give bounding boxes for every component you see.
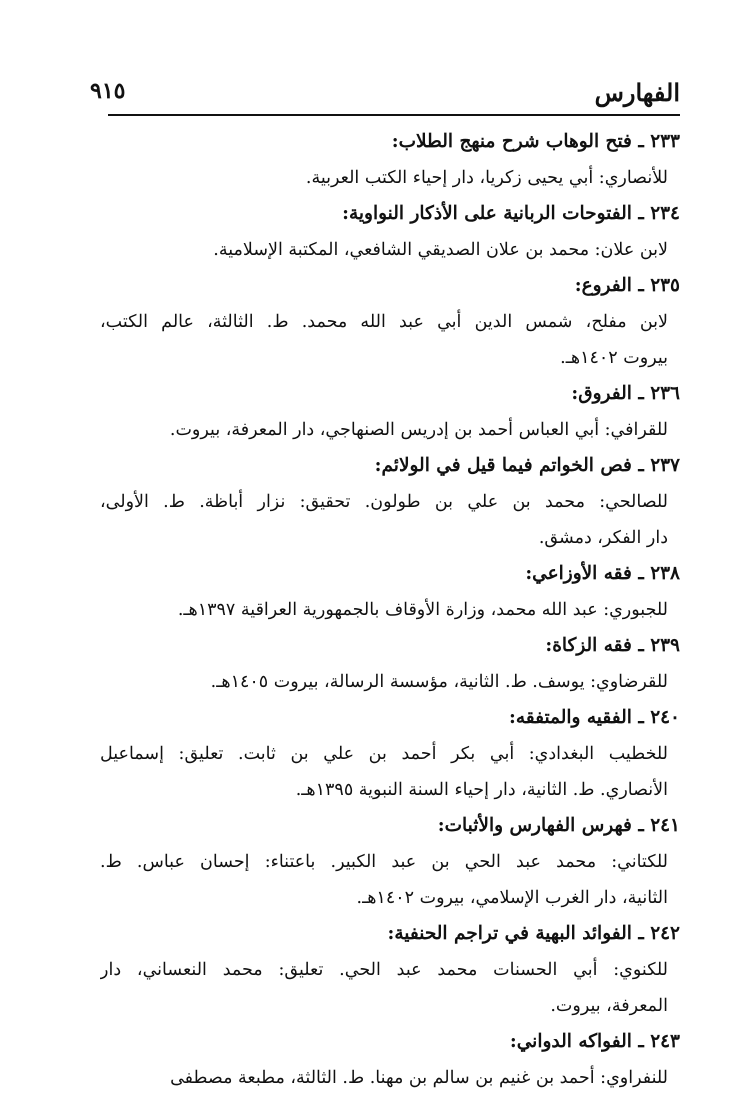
entry-title: ٢٣٩ ـ فقه الزكاة: — [545, 635, 680, 656]
bibliography-entry — [100, 808, 680, 916]
entry-description — [100, 952, 680, 1024]
entry-description — [100, 664, 680, 700]
entry-line: لابن مفلح، شمس الدين أبي عبد الله محمد. ط. الثالثة، عالم الكتب، — [100, 312, 668, 332]
entry-line: للقرضاوي: يوسف. ط. الثانية، مؤسسة الرسالة، بيروت ١٤٠٥هـ. — [210, 672, 668, 692]
bibliography-entry — [100, 700, 680, 808]
page-header — [90, 72, 680, 112]
running-title: الفهارس — [594, 78, 680, 107]
bibliography-entry — [100, 448, 680, 556]
entry-line: بيروت ١٤٠٢هـ. — [560, 348, 668, 368]
entry-description — [100, 304, 680, 376]
bibliography-entry — [100, 124, 680, 196]
entry-description — [100, 160, 680, 196]
entry-title: ٢٤٣ ـ الفواكه الدواني: — [509, 1031, 680, 1052]
entry-line: المعرفة، بيروت. — [550, 996, 668, 1016]
entry-line: الثانية، دار الغرب الإسلامي، بيروت ١٤٠٢هـ. — [356, 888, 668, 908]
bibliography-entry — [100, 376, 680, 448]
entry-description — [100, 484, 680, 556]
entry-description — [100, 844, 680, 916]
entry-title: ٢٤٢ ـ الفوائد البهية في تراجم الحنفية: — [387, 923, 680, 944]
entry-description — [100, 1060, 680, 1096]
bibliography-entry — [100, 556, 680, 628]
entry-title: ٢٣٦ ـ الفروق: — [571, 383, 680, 404]
entry-line: للنفراوي: أحمد بن غنيم بن سالم بن مهنا. ط. الثالثة، مطبعة مصطفى — [170, 1068, 668, 1088]
entry-description — [100, 592, 680, 628]
bibliography-entry — [100, 196, 680, 268]
entry-title: ٢٤٠ ـ الفقيه والمتفقه: — [508, 707, 680, 728]
entry-title: ٢٣٧ ـ فص الخواتم فيما قيل في الولائم: — [374, 455, 680, 476]
entry-line: للقرافي: أبي العباس أحمد بن إدريس الصنهاجي، دار المعرفة، بيروت. — [169, 420, 668, 440]
entry-line: للكنوي: أبي الحسنات محمد عبد الحي. تعليق: محمد النعساني، دار — [100, 960, 668, 980]
entry-line: الأنصاري. ط. الثانية، دار إحياء السنة النبوية ١٣٩٥هـ. — [295, 780, 668, 800]
entry-line: للكتاني: محمد عبد الحي بن عبد الكبير. باعتناء: إحسان عباس. ط. — [100, 852, 668, 872]
entry-title: ٢٣٤ ـ الفتوحات الربانية على الأذكار النواوية: — [342, 203, 680, 224]
bibliography-entry — [100, 916, 680, 1024]
entry-line: للجبوري: عبد الله محمد، وزارة الأوقاف بالجمهورية العراقية ١٣٩٧هـ. — [177, 600, 668, 620]
entry-title: ٢٣٨ ـ فقه الأوزاعي: — [525, 563, 680, 584]
entry-description — [100, 736, 680, 808]
entry-title: ٢٣٥ ـ الفروع: — [574, 275, 680, 296]
bibliography-entry — [100, 268, 680, 376]
bibliography-entry — [100, 1024, 680, 1096]
bibliography-list — [100, 124, 680, 1096]
entry-line: للصالحي: محمد بن علي بن طولون. تحقيق: نزار أباظة. ط. الأولى، — [100, 492, 668, 512]
entry-line: لابن علان: محمد بن علان الصديقي الشافعي، المكتبة الإسلامية. — [213, 240, 668, 260]
entry-line: للأنصاري: أبي يحيى زكريا، دار إحياء الكتب العربية. — [305, 168, 668, 188]
page-number: ٩١٥ — [90, 78, 126, 104]
entry-title: ٢٤١ ـ فهرس الفهارس والأثبات: — [437, 815, 680, 836]
entry-title: ٢٣٣ ـ فتح الوهاب شرح منهج الطلاب: — [391, 131, 680, 152]
header-rule — [108, 114, 680, 116]
entry-line: للخطيب البغدادي: أبي بكر أحمد بن علي بن ثابت. تعليق: إسماعيل — [100, 744, 668, 764]
entry-description — [100, 412, 680, 448]
bibliography-entry — [100, 628, 680, 700]
entry-line: دار الفكر، دمشق. — [538, 528, 668, 548]
entry-description — [100, 232, 680, 268]
